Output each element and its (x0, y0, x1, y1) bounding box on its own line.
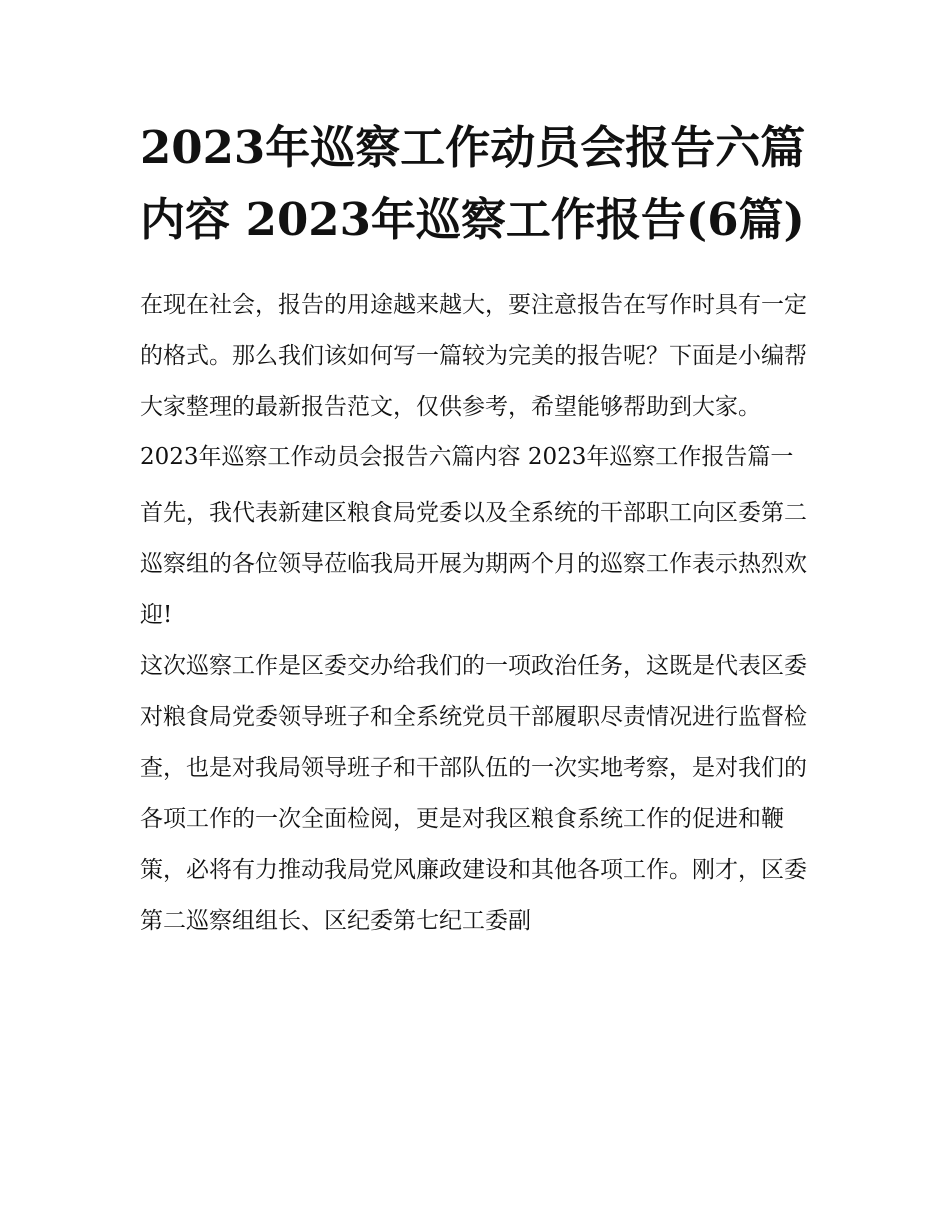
section-heading: 2023年巡察工作动员会报告六篇内容 2023年巡察工作报告篇一 (140, 444, 794, 470)
body-paragraph-2: 这次巡察工作是区委交办给我们的一项政治任务，这既是代表区委对粮食局党委领导班子和全系统党员干部履职尽责情况进行监督检查，也是对我局领导班子和干部队伍的一次实地考察，是对我们的各项工作的一次全面检阅，更是对我区粮食系统工作的促进和鞭策，必将有力推动我局党风廉政建设和其他各项工作。刚才，区委第二巡察组组长、区纪委第七纪工委副 (140, 653, 807, 934)
intro-paragraph: 在现在社会，报告的用途越来越大，要注意报告在写作时具有一定的格式。那么我们该如何写一篇较为完美的报告呢？下面是小编帮大家整理的最新报告范文，仅供参考，希望能够帮助到大家。 (140, 292, 807, 420)
document-content (140, 112, 820, 947)
document-title: 2023年巡察工作动员会报告六篇内容 2023年巡察工作报告(6篇) (140, 121, 806, 246)
body-paragraph-1: 首先，我代表新建区粮食局党委以及全系统的干部职工向区委第二巡察组的各位领导莅临我局开展为期两个月的巡察工作表示热烈欢迎! (140, 500, 807, 628)
